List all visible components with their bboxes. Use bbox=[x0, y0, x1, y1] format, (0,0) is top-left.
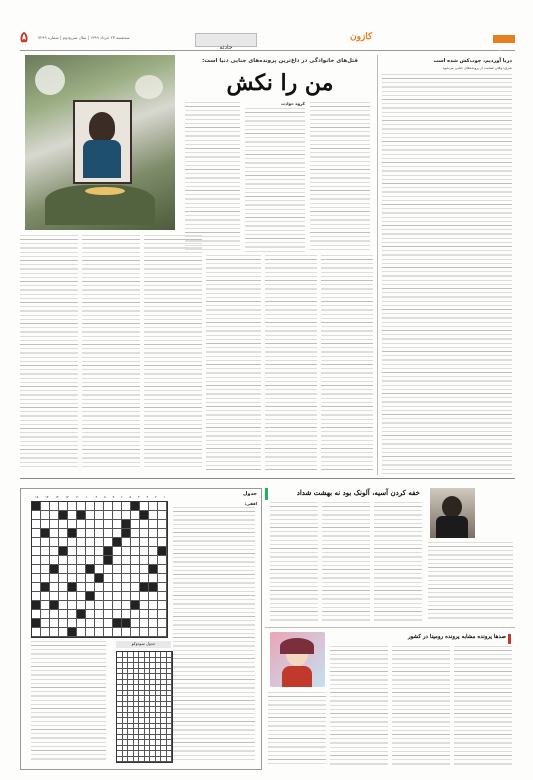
crossword-cell bbox=[59, 547, 68, 556]
crossword-cell[interactable] bbox=[113, 502, 122, 511]
crossword-cell[interactable] bbox=[122, 556, 131, 565]
crossword-cell[interactable] bbox=[158, 565, 167, 574]
crossword-cell[interactable] bbox=[131, 628, 140, 637]
bottom-body-3 bbox=[374, 502, 422, 622]
crossword-cell[interactable] bbox=[113, 601, 122, 610]
crossword-cell[interactable] bbox=[77, 556, 86, 565]
puzzle-title: جدول bbox=[243, 491, 257, 497]
crossword-cell[interactable] bbox=[122, 583, 131, 592]
crossword-cell[interactable] bbox=[149, 619, 158, 628]
sudoku-title: جدول سودوکو bbox=[116, 641, 171, 648]
crossword-cell[interactable] bbox=[32, 574, 41, 583]
crossword-cell[interactable] bbox=[95, 610, 104, 619]
crossword-cell[interactable] bbox=[68, 592, 77, 601]
crossword-cell[interactable] bbox=[122, 610, 131, 619]
crossword-cell bbox=[149, 583, 158, 592]
crossword-cell[interactable] bbox=[131, 610, 140, 619]
crossword-cell[interactable] bbox=[149, 502, 158, 511]
crossword-cell[interactable] bbox=[50, 556, 59, 565]
crossword-cell bbox=[86, 592, 95, 601]
puzzle-numbers: ۱ ۲ ۳ ۴ ۵ ۶ ۷ ۸ ۹ ۱۰ ۱۱ ۱۲ ۱۳ ۱۴ ۱۵ bbox=[35, 495, 165, 499]
crossword-cell[interactable] bbox=[41, 619, 50, 628]
crossword-cell bbox=[140, 511, 149, 520]
crossword-cell[interactable] bbox=[86, 520, 95, 529]
crossword-cell bbox=[68, 628, 77, 637]
crossword-cell[interactable] bbox=[59, 628, 68, 637]
crossword-cell[interactable] bbox=[41, 610, 50, 619]
crossword-cell[interactable] bbox=[158, 610, 167, 619]
crossword-cell[interactable] bbox=[122, 511, 131, 520]
crossword-cell[interactable] bbox=[68, 556, 77, 565]
crossword-cell[interactable] bbox=[50, 538, 59, 547]
bottom-right-headline: صدها پرونده مشابه پرونده رومینا در کشور bbox=[407, 634, 506, 640]
crossword-cell[interactable] bbox=[68, 547, 77, 556]
main-headline: من را نکش bbox=[226, 70, 334, 96]
crossword-cell[interactable] bbox=[86, 619, 95, 628]
bottom-right-body-2 bbox=[392, 646, 450, 766]
crossword-cell[interactable] bbox=[149, 538, 158, 547]
crossword-cell[interactable] bbox=[50, 628, 59, 637]
crossword-cell[interactable] bbox=[113, 583, 122, 592]
crossword-cell[interactable] bbox=[122, 502, 131, 511]
crossword-cell[interactable] bbox=[158, 574, 167, 583]
crossword-cell[interactable] bbox=[149, 520, 158, 529]
portrait-caption bbox=[268, 692, 326, 767]
crossword-cell[interactable] bbox=[113, 628, 122, 637]
crossword-cell[interactable] bbox=[149, 556, 158, 565]
crossword-cell[interactable] bbox=[140, 502, 149, 511]
lower-col-2 bbox=[82, 235, 140, 470]
crossword-cell[interactable] bbox=[50, 502, 59, 511]
crossword-cell[interactable] bbox=[59, 574, 68, 583]
crossword-cell bbox=[41, 583, 50, 592]
crossword-cell[interactable] bbox=[95, 565, 104, 574]
crossword-cell[interactable] bbox=[113, 565, 122, 574]
crossword-cell[interactable] bbox=[140, 574, 149, 583]
lower-col-1 bbox=[20, 235, 78, 470]
crossword-cell[interactable] bbox=[68, 601, 77, 610]
crossword-cell[interactable] bbox=[50, 619, 59, 628]
section-label: حادثه bbox=[219, 44, 233, 51]
crossword-cell[interactable] bbox=[41, 565, 50, 574]
crossword-cell[interactable] bbox=[86, 538, 95, 547]
date-line: سه‌شنبه ۲۳ خرداد ۱۳۹۹ | سال سی‌ودوم | شماره ۷۲۹۹ bbox=[38, 35, 130, 40]
crossword-cell[interactable] bbox=[32, 556, 41, 565]
crossword-cell bbox=[158, 547, 167, 556]
crossword-cell[interactable] bbox=[32, 628, 41, 637]
crossword-cell bbox=[68, 529, 77, 538]
crossword-cell[interactable] bbox=[41, 538, 50, 547]
crossword-cell[interactable] bbox=[140, 619, 149, 628]
bottom-accent-bar bbox=[265, 488, 268, 500]
crossword-cell bbox=[149, 565, 158, 574]
crossword-cell[interactable] bbox=[158, 628, 167, 637]
crossword-cell bbox=[140, 583, 149, 592]
crossword-cell[interactable] bbox=[86, 574, 95, 583]
crossword-cell[interactable] bbox=[122, 538, 131, 547]
crossword-cell[interactable] bbox=[140, 538, 149, 547]
crossword-cell[interactable] bbox=[86, 502, 95, 511]
crossword-cell[interactable] bbox=[140, 601, 149, 610]
crossword-cell[interactable] bbox=[95, 547, 104, 556]
crossword-cell[interactable] bbox=[158, 592, 167, 601]
crossword-cell[interactable] bbox=[68, 610, 77, 619]
crossword-cell[interactable] bbox=[59, 529, 68, 538]
crossword-cell[interactable] bbox=[122, 547, 131, 556]
crossword-cell[interactable] bbox=[50, 610, 59, 619]
crossword-cell[interactable] bbox=[32, 547, 41, 556]
crossword-cell[interactable] bbox=[59, 592, 68, 601]
crossword-cell bbox=[104, 547, 113, 556]
sudoku-grid[interactable] bbox=[116, 651, 173, 763]
crossword-cell[interactable] bbox=[68, 538, 77, 547]
crossword-cell[interactable] bbox=[140, 547, 149, 556]
crossword-cell[interactable] bbox=[131, 538, 140, 547]
crossword-cell bbox=[122, 520, 131, 529]
crossword-cell[interactable] bbox=[131, 556, 140, 565]
crossword-cell bbox=[32, 502, 41, 511]
crossword-cell[interactable] bbox=[131, 547, 140, 556]
crossword-cell[interactable] bbox=[104, 502, 113, 511]
crossword-cell[interactable] bbox=[50, 529, 59, 538]
crossword-cell[interactable] bbox=[77, 583, 86, 592]
crossword-cell[interactable] bbox=[59, 583, 68, 592]
crossword-cell[interactable] bbox=[158, 556, 167, 565]
crossword-cell bbox=[86, 565, 95, 574]
crossword-cell bbox=[104, 556, 113, 565]
bottom-right-accent bbox=[508, 634, 511, 644]
crossword-cell[interactable] bbox=[149, 610, 158, 619]
crossword-cell[interactable] bbox=[32, 592, 41, 601]
bottom-photo bbox=[430, 488, 475, 538]
crossword-cell[interactable] bbox=[32, 538, 41, 547]
crossword-cell[interactable] bbox=[131, 619, 140, 628]
crossword-cell[interactable] bbox=[113, 511, 122, 520]
crossword-cell[interactable] bbox=[68, 574, 77, 583]
crossword-cell[interactable] bbox=[68, 502, 77, 511]
crossword-cell[interactable] bbox=[77, 520, 86, 529]
crossword-cell bbox=[68, 583, 77, 592]
crossword-cell[interactable] bbox=[140, 520, 149, 529]
crossword-cell[interactable] bbox=[140, 556, 149, 565]
crossword-cell[interactable] bbox=[50, 574, 59, 583]
crossword-cell[interactable] bbox=[86, 628, 95, 637]
crossword-cell[interactable] bbox=[104, 538, 113, 547]
crossword-cell[interactable] bbox=[131, 565, 140, 574]
crossword-cell[interactable] bbox=[41, 556, 50, 565]
right-kicker: دریا آوردیم، چوب‌کش شده است bbox=[433, 58, 512, 64]
crossword-cell[interactable] bbox=[149, 547, 158, 556]
crossword-cell[interactable] bbox=[95, 520, 104, 529]
crossword-cell bbox=[131, 601, 140, 610]
crossword-cell[interactable] bbox=[50, 547, 59, 556]
crossword-cell[interactable] bbox=[32, 520, 41, 529]
crossword-cell[interactable] bbox=[149, 529, 158, 538]
crossword-cell[interactable] bbox=[32, 529, 41, 538]
crossword-cell[interactable] bbox=[50, 583, 59, 592]
crossword-cell[interactable] bbox=[50, 511, 59, 520]
crossword-cell[interactable] bbox=[95, 583, 104, 592]
crossword-cell[interactable] bbox=[86, 583, 95, 592]
clues-bottom bbox=[31, 641, 106, 761]
crossword-cell[interactable] bbox=[140, 628, 149, 637]
crossword-cell[interactable] bbox=[32, 610, 41, 619]
crossword-cell[interactable] bbox=[59, 556, 68, 565]
main-byline: گروه حوادث bbox=[281, 102, 305, 106]
crossword-cell[interactable] bbox=[32, 511, 41, 520]
crossword-cell[interactable] bbox=[77, 538, 86, 547]
section-brand: کازون bbox=[350, 32, 373, 42]
crossword-cell[interactable] bbox=[131, 592, 140, 601]
crossword-cell[interactable] bbox=[149, 628, 158, 637]
crossword-cell[interactable] bbox=[104, 592, 113, 601]
crossword-cell[interactable] bbox=[104, 529, 113, 538]
crossword-cell[interactable] bbox=[77, 502, 86, 511]
crossword-cell[interactable] bbox=[122, 574, 131, 583]
right-intro: شرق: وقتی صحبت از پرونده‌های جنایی می‌شود bbox=[442, 66, 512, 70]
clues-title: افقی: bbox=[244, 501, 257, 506]
crossword-cell[interactable] bbox=[104, 628, 113, 637]
main-body-col-1 bbox=[185, 102, 240, 252]
crossword-cell[interactable] bbox=[86, 547, 95, 556]
crossword-cell[interactable] bbox=[158, 538, 167, 547]
portrait-frame bbox=[73, 100, 132, 184]
crossword-cell[interactable] bbox=[86, 511, 95, 520]
crossword-cell[interactable] bbox=[41, 502, 50, 511]
crossword-cell[interactable] bbox=[41, 511, 50, 520]
crossword-cell[interactable] bbox=[41, 592, 50, 601]
crossword-cell[interactable] bbox=[113, 556, 122, 565]
crossword-cell[interactable] bbox=[50, 520, 59, 529]
lower-col-5 bbox=[265, 255, 317, 470]
crossword-cell bbox=[131, 502, 140, 511]
girl-portrait bbox=[270, 632, 325, 687]
crossword-cell[interactable] bbox=[77, 565, 86, 574]
crossword-cell[interactable] bbox=[104, 610, 113, 619]
crossword-cell[interactable] bbox=[68, 520, 77, 529]
crossword-cell bbox=[122, 529, 131, 538]
crossword-cell[interactable] bbox=[104, 511, 113, 520]
crossword-cell[interactable] bbox=[113, 592, 122, 601]
lower-col-4 bbox=[206, 255, 261, 470]
crossword-cell[interactable] bbox=[149, 592, 158, 601]
bottom-right-body-1 bbox=[330, 646, 388, 766]
crossword-cell[interactable] bbox=[158, 511, 167, 520]
crossword-cell[interactable] bbox=[140, 529, 149, 538]
puzzle-section bbox=[20, 488, 262, 770]
crossword-cell bbox=[113, 538, 122, 547]
crossword-cell[interactable] bbox=[59, 538, 68, 547]
crossword-cell[interactable] bbox=[158, 619, 167, 628]
crossword-cell bbox=[113, 619, 122, 628]
main-body-col-3 bbox=[310, 102, 370, 252]
bottom-right-body bbox=[428, 542, 513, 622]
crossword-grid[interactable] bbox=[31, 501, 168, 638]
crossword-cell[interactable] bbox=[77, 592, 86, 601]
main-kicker: قتل‌های خانوادگی در داغ‌ترین پرونده‌های جنایی دنیا است: bbox=[202, 58, 358, 64]
crossword-cell[interactable] bbox=[95, 601, 104, 610]
crossword-cell[interactable] bbox=[86, 601, 95, 610]
crossword-cell[interactable] bbox=[41, 601, 50, 610]
crossword-cell[interactable] bbox=[77, 574, 86, 583]
crossword-cell[interactable] bbox=[41, 574, 50, 583]
crossword-cell[interactable] bbox=[140, 592, 149, 601]
crossword-cell[interactable] bbox=[131, 520, 140, 529]
crossword-cell bbox=[77, 511, 86, 520]
crossword-cell bbox=[59, 511, 68, 520]
crossword-cell[interactable] bbox=[113, 529, 122, 538]
crossword-cell bbox=[41, 529, 50, 538]
crossword-cell[interactable] bbox=[50, 592, 59, 601]
crossword-cell[interactable] bbox=[59, 565, 68, 574]
crossword-cell[interactable] bbox=[104, 601, 113, 610]
crossword-cell[interactable] bbox=[122, 601, 131, 610]
crossword-cell[interactable] bbox=[68, 619, 77, 628]
crossword-cell[interactable] bbox=[140, 565, 149, 574]
right-body bbox=[382, 74, 512, 474]
crossword-cell bbox=[50, 601, 59, 610]
bottom-right-body-3 bbox=[454, 646, 512, 766]
crossword-cell[interactable] bbox=[158, 583, 167, 592]
main-body-col-2 bbox=[245, 102, 305, 252]
crossword-cell[interactable] bbox=[104, 619, 113, 628]
crossword-cell bbox=[122, 619, 131, 628]
crossword-cell[interactable] bbox=[131, 574, 140, 583]
crossword-cell bbox=[77, 610, 86, 619]
crossword-cell[interactable] bbox=[149, 511, 158, 520]
crossword-cell[interactable] bbox=[95, 592, 104, 601]
memorial-photo bbox=[25, 55, 175, 230]
crossword-cell[interactable] bbox=[32, 583, 41, 592]
crossword-cell[interactable] bbox=[149, 601, 158, 610]
sudoku-cell[interactable] bbox=[167, 757, 173, 763]
crossword-cell[interactable] bbox=[77, 529, 86, 538]
crossword-cell[interactable] bbox=[149, 574, 158, 583]
bottom-body-2 bbox=[322, 502, 370, 622]
crossword-cell[interactable] bbox=[104, 583, 113, 592]
crossword-cell[interactable] bbox=[95, 538, 104, 547]
crossword-cell bbox=[50, 565, 59, 574]
crossword-cell[interactable] bbox=[158, 601, 167, 610]
crossword-cell[interactable] bbox=[32, 565, 41, 574]
crossword-cell[interactable] bbox=[86, 610, 95, 619]
crossword-cell[interactable] bbox=[95, 619, 104, 628]
crossword-cell[interactable] bbox=[41, 547, 50, 556]
crossword-cell bbox=[32, 619, 41, 628]
crossword-cell[interactable] bbox=[122, 592, 131, 601]
crossword-cell[interactable] bbox=[86, 556, 95, 565]
crossword-cell bbox=[95, 574, 104, 583]
crossword-cell[interactable] bbox=[59, 520, 68, 529]
crossword-cell[interactable] bbox=[131, 511, 140, 520]
clues-text bbox=[173, 507, 255, 762]
crossword-cell[interactable] bbox=[59, 601, 68, 610]
lower-col-6 bbox=[321, 255, 373, 470]
crossword-cell[interactable] bbox=[104, 520, 113, 529]
crossword-cell[interactable] bbox=[95, 511, 104, 520]
crossword-cell bbox=[32, 601, 41, 610]
lower-col-3 bbox=[144, 235, 202, 470]
crossword-cell[interactable] bbox=[59, 610, 68, 619]
crossword-cell[interactable] bbox=[59, 502, 68, 511]
crossword-cell[interactable] bbox=[113, 574, 122, 583]
crossword-cell[interactable] bbox=[104, 574, 113, 583]
crossword-cell[interactable] bbox=[68, 511, 77, 520]
crossword-cell[interactable] bbox=[113, 547, 122, 556]
top-header bbox=[20, 30, 515, 51]
crossword-cell[interactable] bbox=[158, 502, 167, 511]
crossword-cell[interactable] bbox=[77, 628, 86, 637]
page-number: ۵ bbox=[20, 28, 29, 46]
crossword-cell[interactable] bbox=[68, 565, 77, 574]
crossword-cell[interactable] bbox=[122, 565, 131, 574]
crossword-cell[interactable] bbox=[131, 583, 140, 592]
crossword-cell[interactable] bbox=[86, 529, 95, 538]
crossword-cell[interactable] bbox=[77, 601, 86, 610]
right-tag: تاکسی bbox=[493, 35, 515, 43]
section-tab bbox=[195, 33, 257, 51]
crossword-cell[interactable] bbox=[158, 529, 167, 538]
bottom-headline: خفه‌ کردن آسیه، آلونک بود نه بهشت شداد bbox=[296, 488, 420, 497]
crossword-cell[interactable] bbox=[95, 556, 104, 565]
crossword-cell[interactable] bbox=[131, 529, 140, 538]
crossword-cell[interactable] bbox=[59, 619, 68, 628]
crossword-cell[interactable] bbox=[140, 610, 149, 619]
crossword-cell[interactable] bbox=[41, 628, 50, 637]
crossword-cell[interactable] bbox=[158, 520, 167, 529]
crossword-cell[interactable] bbox=[104, 565, 113, 574]
crossword-cell[interactable] bbox=[95, 529, 104, 538]
crossword-cell[interactable] bbox=[113, 520, 122, 529]
crossword-cell[interactable] bbox=[122, 628, 131, 637]
bottom-body-1 bbox=[270, 502, 318, 622]
crossword-cell[interactable] bbox=[77, 547, 86, 556]
crossword-cell[interactable] bbox=[113, 610, 122, 619]
crossword-cell[interactable] bbox=[95, 628, 104, 637]
crossword-cell[interactable] bbox=[41, 520, 50, 529]
crossword-cell[interactable] bbox=[77, 619, 86, 628]
crossword-cell[interactable] bbox=[95, 502, 104, 511]
